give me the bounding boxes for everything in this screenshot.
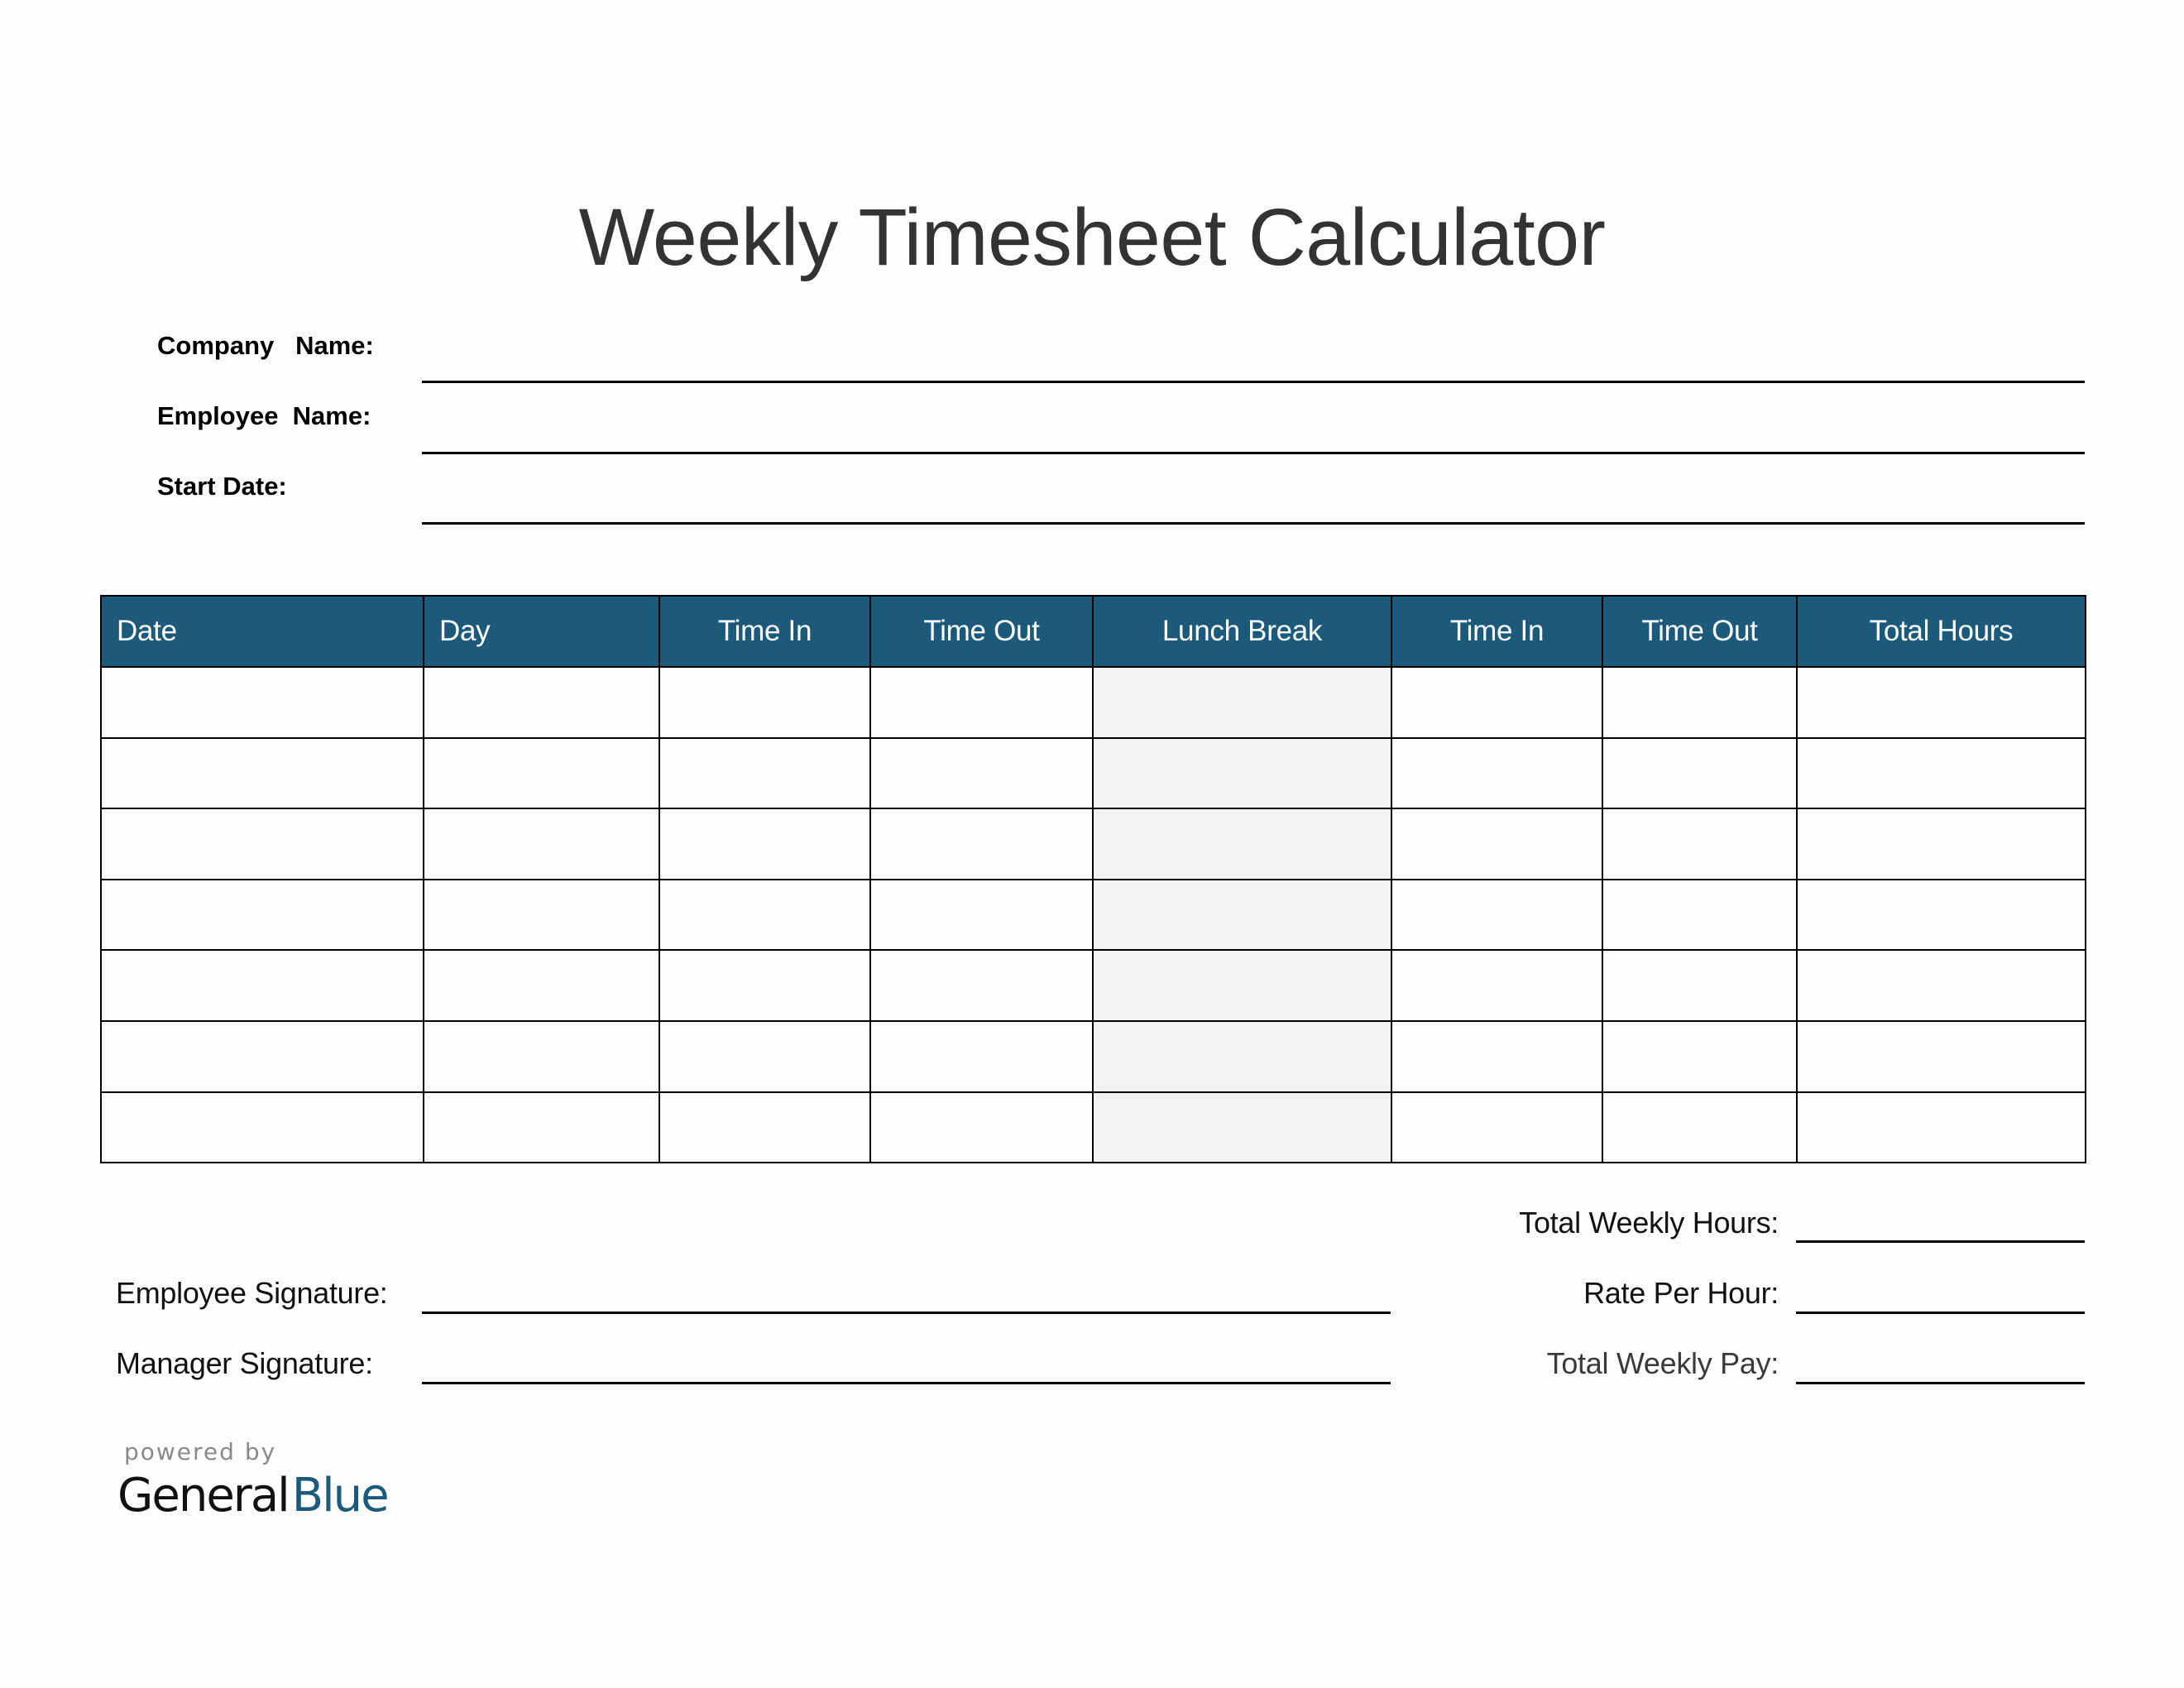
table-row <box>101 667 2086 738</box>
column-header-time-in-2: Time In <box>1391 596 1602 667</box>
column-header-time-out: Time Out <box>870 596 1093 667</box>
cell-day[interactable] <box>424 880 659 951</box>
table-row <box>101 880 2086 951</box>
column-header-date: Date <box>101 596 424 667</box>
rate-per-hour-field[interactable] <box>1796 1312 2085 1314</box>
cell-time-in-2[interactable] <box>1391 808 1602 880</box>
cell-time-out[interactable] <box>870 1092 1093 1163</box>
company-name-label: Company Name: <box>157 331 374 360</box>
column-header-total-hours: Total Hours <box>1797 596 2086 667</box>
cell-time-out[interactable] <box>870 808 1093 880</box>
cell-day[interactable] <box>424 1021 659 1092</box>
cell-lunch-break[interactable] <box>1093 808 1391 880</box>
column-header-time-in: Time In <box>659 596 870 667</box>
employee-name-field[interactable] <box>422 452 2085 454</box>
cell-total-hours[interactable] <box>1797 1092 2086 1163</box>
total-weekly-hours-field[interactable] <box>1796 1240 2085 1243</box>
cell-lunch-break[interactable] <box>1093 1092 1391 1163</box>
table-row <box>101 738 2086 809</box>
table-row <box>101 1092 2086 1163</box>
cell-date[interactable] <box>101 880 424 951</box>
cell-day[interactable] <box>424 667 659 738</box>
table-row <box>101 808 2086 880</box>
cell-time-out[interactable] <box>870 880 1093 951</box>
employee-signature-field[interactable] <box>422 1312 1391 1314</box>
generalblue-logo <box>117 1470 388 1523</box>
total-weekly-pay-field[interactable] <box>1796 1382 2085 1384</box>
page-title-text: Weekly Timesheet Calculator <box>578 192 1606 282</box>
column-header-time-out-2: Time Out <box>1602 596 1797 667</box>
cell-date[interactable] <box>101 1092 424 1163</box>
cell-time-in-2[interactable] <box>1391 738 1602 809</box>
cell-time-in[interactable] <box>659 1021 870 1092</box>
employee-signature-label: Employee Signature: <box>116 1276 388 1310</box>
employee-name-label: Employee Name: <box>157 401 371 430</box>
cell-time-in[interactable] <box>659 1092 870 1163</box>
cell-total-hours[interactable] <box>1797 880 2086 951</box>
start-date-field[interactable] <box>422 522 2085 525</box>
cell-time-in[interactable] <box>659 950 870 1021</box>
cell-time-in[interactable] <box>659 808 870 880</box>
cell-time-in-2[interactable] <box>1391 1021 1602 1092</box>
cell-lunch-break[interactable] <box>1093 1021 1391 1092</box>
cell-total-hours[interactable] <box>1797 667 2086 738</box>
timesheet-table <box>100 595 2086 1163</box>
table-row <box>101 1021 2086 1092</box>
cell-time-out[interactable] <box>870 738 1093 809</box>
cell-day[interactable] <box>424 1092 659 1163</box>
cell-day[interactable] <box>424 950 659 1021</box>
cell-time-out-2[interactable] <box>1602 950 1797 1021</box>
cell-time-in-2[interactable] <box>1391 1092 1602 1163</box>
page-title <box>0 192 2184 283</box>
cell-time-out-2[interactable] <box>1602 1021 1797 1092</box>
cell-date[interactable] <box>101 667 424 738</box>
cell-time-in-2[interactable] <box>1391 950 1602 1021</box>
cell-total-hours[interactable] <box>1797 738 2086 809</box>
total-weekly-pay-label: Total Weekly Pay: <box>1546 1346 1779 1380</box>
cell-total-hours[interactable] <box>1797 808 2086 880</box>
cell-time-out-2[interactable] <box>1602 880 1797 951</box>
cell-day[interactable] <box>424 808 659 880</box>
start-date-label: Start Date: <box>157 472 287 501</box>
company-name-field[interactable] <box>422 381 2085 383</box>
cell-time-in-2[interactable] <box>1391 880 1602 951</box>
cell-time-in-2[interactable] <box>1391 667 1602 738</box>
table-header-row <box>101 596 2086 667</box>
cell-time-in[interactable] <box>659 738 870 809</box>
column-header-lunch-break: Lunch Break <box>1093 596 1391 667</box>
cell-time-out-2[interactable] <box>1602 738 1797 809</box>
cell-time-in[interactable] <box>659 880 870 951</box>
cell-time-out[interactable] <box>870 1021 1093 1092</box>
manager-signature-label: Manager Signature: <box>116 1346 373 1380</box>
cell-date[interactable] <box>101 950 424 1021</box>
cell-lunch-break[interactable] <box>1093 738 1391 809</box>
cell-lunch-break[interactable] <box>1093 667 1391 738</box>
cell-lunch-break[interactable] <box>1093 950 1391 1021</box>
cell-total-hours[interactable] <box>1797 950 2086 1021</box>
cell-date[interactable] <box>101 808 424 880</box>
cell-time-in[interactable] <box>659 667 870 738</box>
cell-total-hours[interactable] <box>1797 1021 2086 1092</box>
brand-general: General <box>117 1469 289 1523</box>
cell-time-out-2[interactable] <box>1602 667 1797 738</box>
cell-time-out[interactable] <box>870 667 1093 738</box>
cell-day[interactable] <box>424 738 659 809</box>
column-header-day: Day <box>424 596 659 667</box>
powered-by-text: powered by <box>124 1438 277 1465</box>
table-row <box>101 950 2086 1021</box>
cell-date[interactable] <box>101 738 424 809</box>
brand-blue: Blue <box>291 1469 388 1523</box>
cell-time-out-2[interactable] <box>1602 1092 1797 1163</box>
cell-date[interactable] <box>101 1021 424 1092</box>
total-weekly-hours-label: Total Weekly Hours: <box>1519 1206 1779 1240</box>
manager-signature-field[interactable] <box>422 1382 1391 1384</box>
cell-lunch-break[interactable] <box>1093 880 1391 951</box>
cell-time-out[interactable] <box>870 950 1093 1021</box>
cell-time-out-2[interactable] <box>1602 808 1797 880</box>
rate-per-hour-label: Rate Per Hour: <box>1583 1276 1779 1310</box>
